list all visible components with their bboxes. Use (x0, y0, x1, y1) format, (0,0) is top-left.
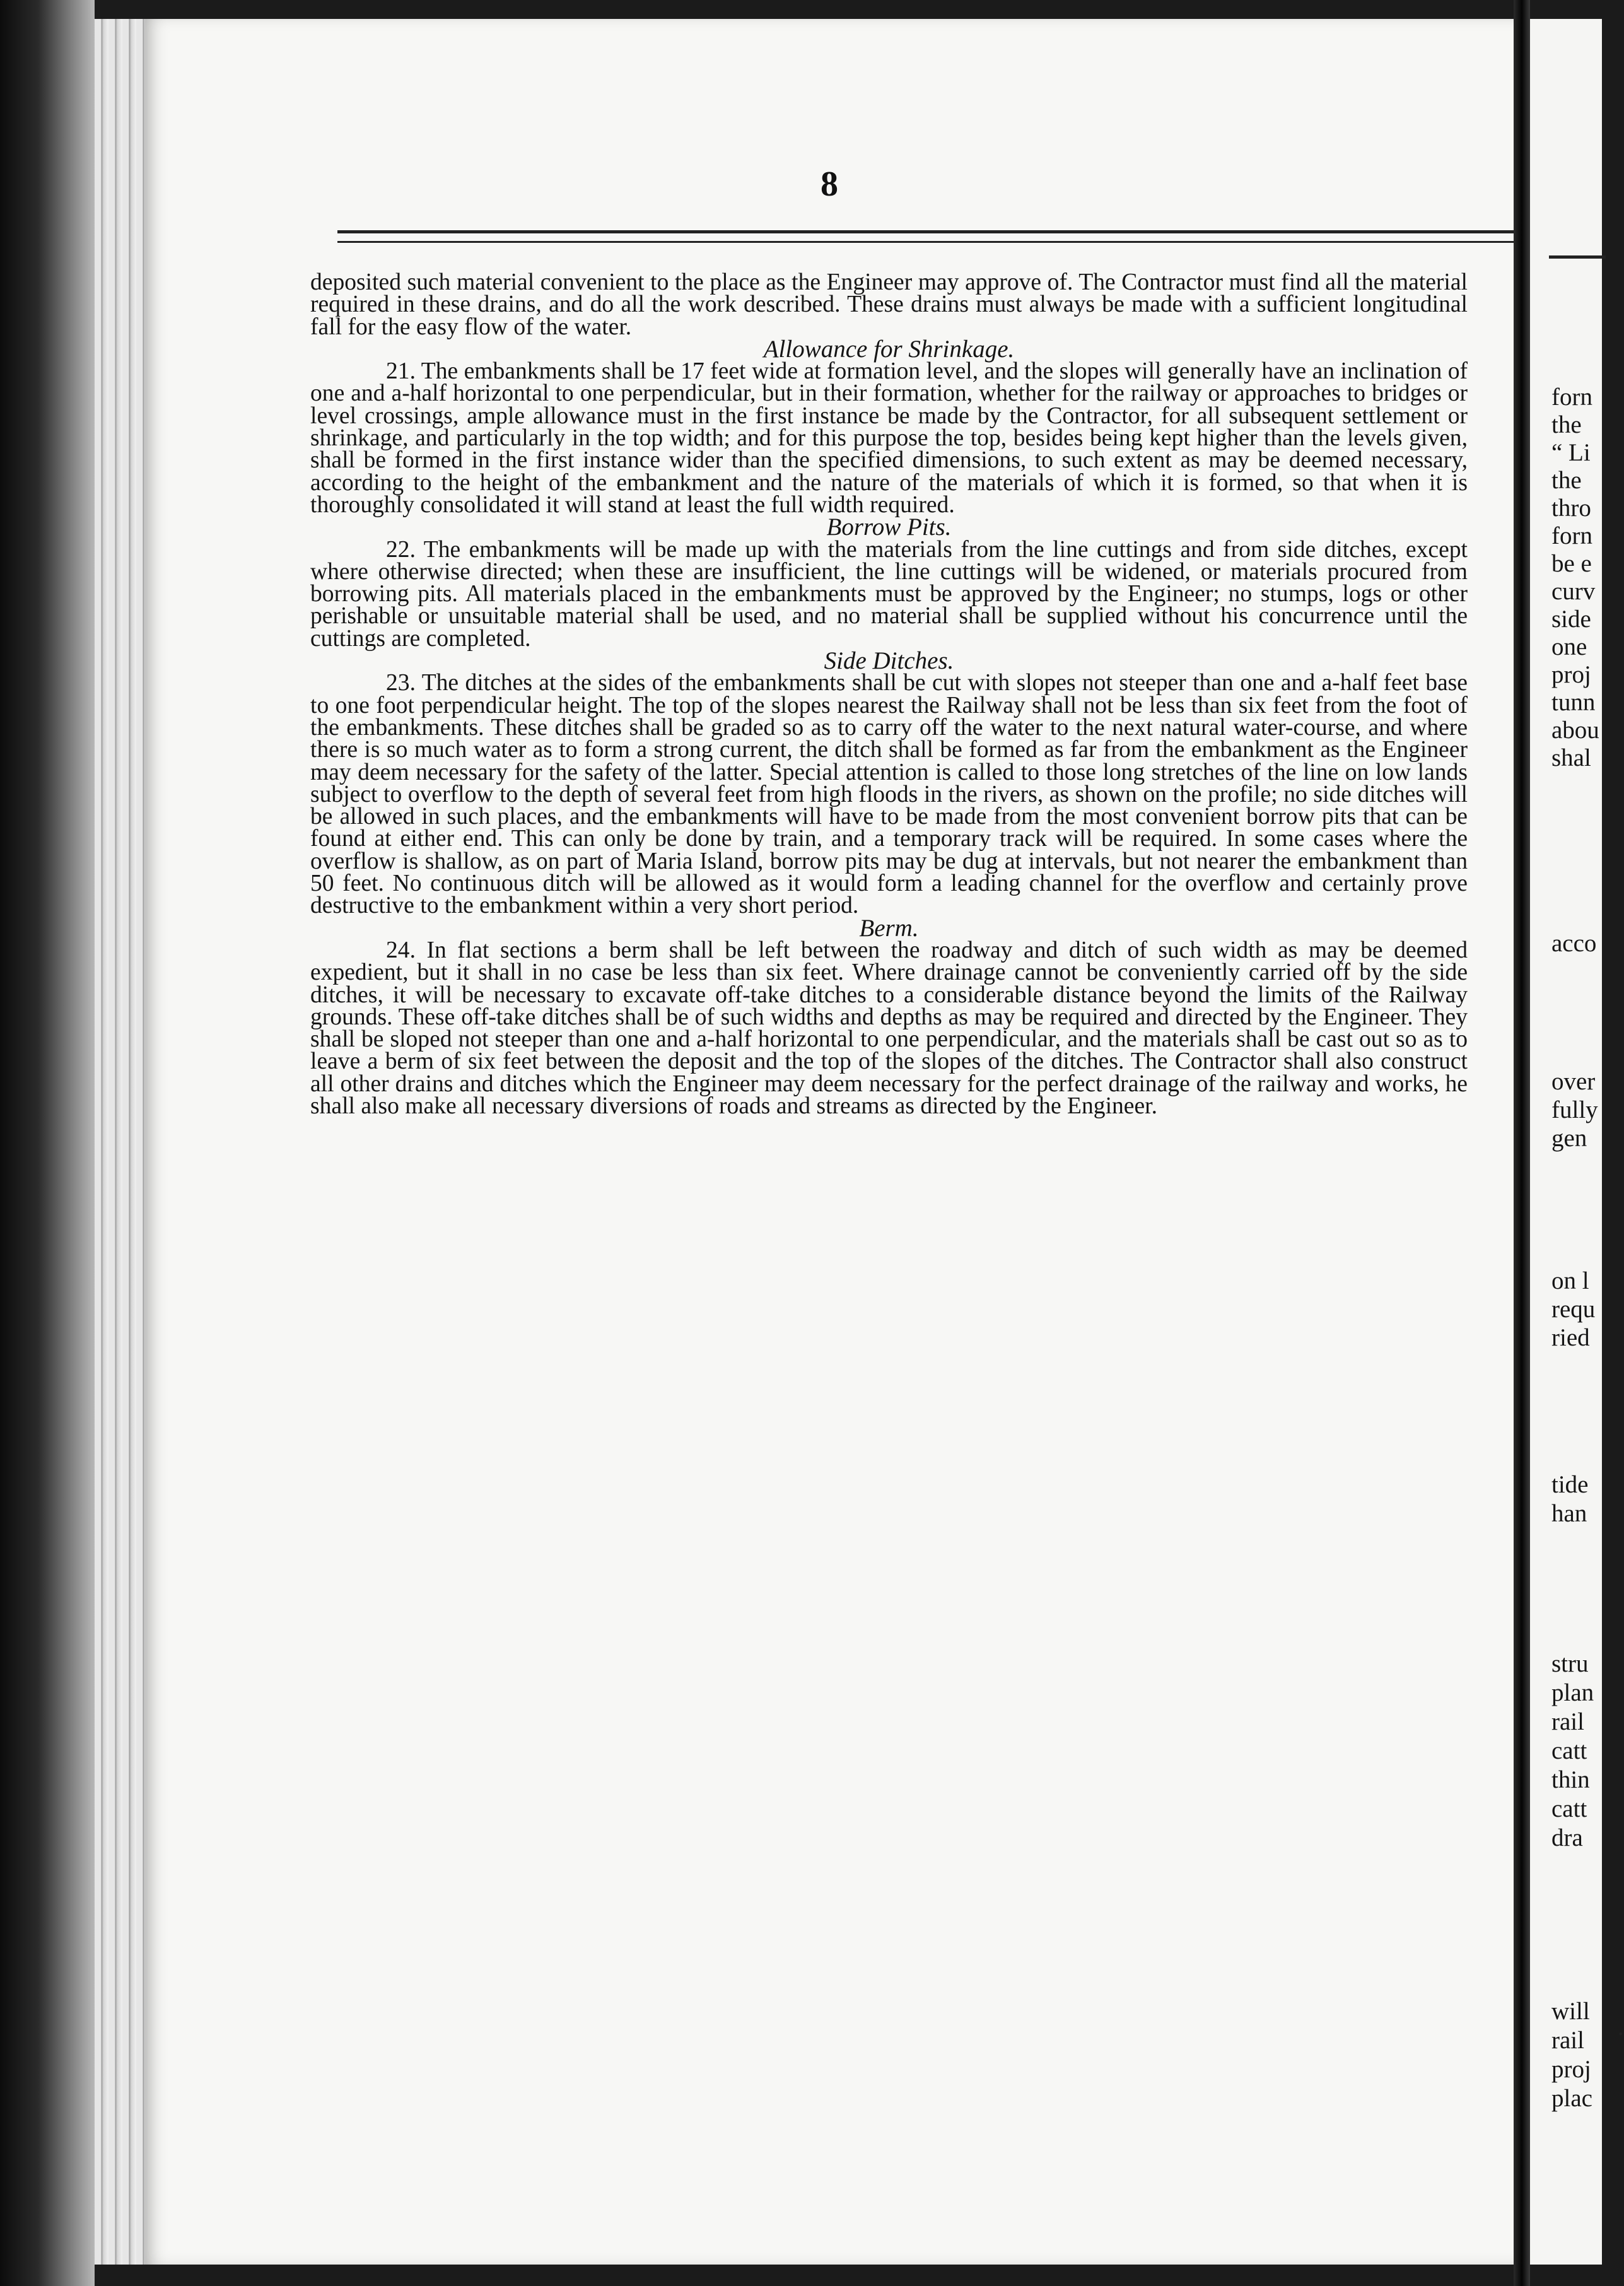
page-number: 8 (821, 165, 838, 204)
next-page-fragment: side (1551, 606, 1591, 633)
paragraph-23: 23. The ditches at the sides of the embankments shall be cut with slopes not steeper than one and a-half feet base to one foot perpendicular height. The top of the slopes nearest the Railway shall not be less than six feet from the foot of the embankments. These ditches shall be graded so as to carry off the water to the next natural water-course, and where there is so much water as to form a strong current, the ditch shall be formed as far from the embankment as the Engineer may deem necessary for the safety of the latter. Special attention is called to those long stretches of the line on low lands subject to overflow to the depth of several feet from high floods in the rivers, as shown on the profile; no side ditches will be allowed in such places, and the embankments will have to be made from the most convenient borrow pits that can be found at either end. This can only be done by train, and a temporary track will be required. In some cases where the overflow is shallow, as on part of Maria Island, borrow pits may be dug at intervals, but not nearer the embankment than 50 feet. No continuous ditch will be allowed as it would form a leading channel for the overflow and certainly prove destructive to the embankment within a very short period. (310, 670, 1468, 919)
book-page-edges (95, 19, 151, 2265)
header-rule-thick (337, 230, 1596, 233)
section-heading-side-ditches: Side Ditches. (824, 647, 954, 675)
next-page-fragment: the (1551, 467, 1582, 494)
scan-left-edge (0, 0, 95, 2286)
next-page-fragment: dra (1551, 1824, 1583, 1851)
next-page-fragment: stru (1551, 1650, 1589, 1677)
next-page-fragment: rail (1551, 1708, 1584, 1735)
next-page-fragment: curv (1551, 578, 1596, 605)
next-page-fragment: on l (1551, 1267, 1589, 1294)
next-page-fragment: thro (1551, 495, 1591, 522)
next-page-fragment: tunn (1551, 689, 1596, 716)
next-page-fragment: acco (1551, 930, 1597, 957)
next-page-header-rule (1549, 255, 1606, 259)
book-gutter (1514, 0, 1530, 2286)
section-heading-berm: Berm. (859, 914, 919, 942)
header-rule-thin (337, 241, 1596, 243)
next-page-fragment: fully (1551, 1096, 1598, 1123)
paragraph-24: 24. In flat sections a berm shall be left between the roadway and ditch of such width as may be deemed expedient, but it shall in no case be less than six feet. Where drainage cannot be conveniently carried off by the side ditches, it will be necessary to excavate off-take ditches to a considerable distance beyond the limits of the Railway grounds. These off-take ditches shall be of such widths and depths as may be required and directed by the Engineer. They shall be sloped not steeper than one and a-half horizontal to one perpendicular, and the materials shall be cast out so as to leave a berm of six feet between the deposit and the top of the slopes of the ditches. The Contractor shall also construct all other drains and ditches which the Engineer may deem necessary for the perfect drainage of the railway and works, he shall also make all necessary diversions of roads and streams as directed by the Engineer. (310, 937, 1468, 1119)
next-page-fragment: tide (1551, 1471, 1589, 1498)
next-page-fragment: forn (1551, 522, 1592, 549)
next-page-fragment: “ Li (1551, 439, 1591, 466)
next-page-fragment: han (1551, 1500, 1587, 1527)
next-page-edge (1530, 19, 1602, 2265)
stray-mark: . (1618, 2014, 1624, 2041)
next-page-fragment: one (1551, 633, 1587, 660)
next-page-fragment: proj (1551, 2056, 1591, 2083)
next-page-fragment: proj (1551, 661, 1591, 688)
next-page-fragment: over (1551, 1068, 1596, 1095)
next-page-fragment: be e (1551, 550, 1592, 577)
section-heading-allowance-for-shrinkage: Allowance for Shrinkage. (763, 335, 1015, 363)
next-page-fragment: catt (1551, 1737, 1587, 1764)
next-page-fragment: gen (1551, 1125, 1587, 1152)
next-page-fragment: forn (1551, 384, 1592, 411)
next-page-fragment: rail (1551, 2027, 1584, 2054)
page-body (310, 271, 1468, 1117)
paragraph-22: 22. The embankments will be made up with the materials from the line cuttings and from side ditches, except where otherwise directed; when these are insufficient, the line cuttings will be widened, or materials procured from borrowing pits. All materials placed in the embankments must be approved by the Engineer; no stumps, logs or other perishable or unsuitable material shall be used, and no material shall be supplied without his concurrence until the cuttings are completed. (310, 536, 1468, 652)
next-page-fragment: will (1551, 1998, 1590, 2025)
next-page-fragment: plan (1551, 1679, 1594, 1706)
next-page-fragment: catt (1551, 1795, 1587, 1822)
next-page-fragment: ried (1551, 1324, 1590, 1351)
paragraph-21: 21. The embankments shall be 17 feet wide at formation level, and the slopes will generally have an inclination of one and a-half horizontal to one perpendicular, but in their formation, whether for the railway or approaches to bridges or level crossings, ample allowance must in the first instance be made by the Contractor, for all subsequent settlement or shrinkage, and particularly in the top width; and for this purpose the top, besides being kept higher than the levels given, shall be formed in the first instance wider than the specified dimensions, to such extent as may be deemed necessary, according to the height of the embankment and the nature of the materials of which it is formed, so that when it is thoroughly consolidated it will stand at least the full width required. (310, 358, 1468, 518)
paragraph-continuation: deposited such material convenient to the place as the Engineer may approve of. The Contractor must find all the material required in these drains, and do all the work described. These drains must always be made with a sufficient longitudinal fall for the easy flow of the water. (310, 269, 1468, 340)
next-page-fragment: the (1551, 411, 1582, 438)
next-page-fragment: requ (1551, 1296, 1596, 1323)
next-page-fragment: plac (1551, 2085, 1592, 2112)
next-page-fragment: thin (1551, 1766, 1590, 1793)
next-page-fragment: abou (1551, 717, 1599, 744)
section-heading-borrow-pits: Borrow Pits. (826, 513, 952, 541)
next-page-fragment: shal (1551, 744, 1591, 771)
